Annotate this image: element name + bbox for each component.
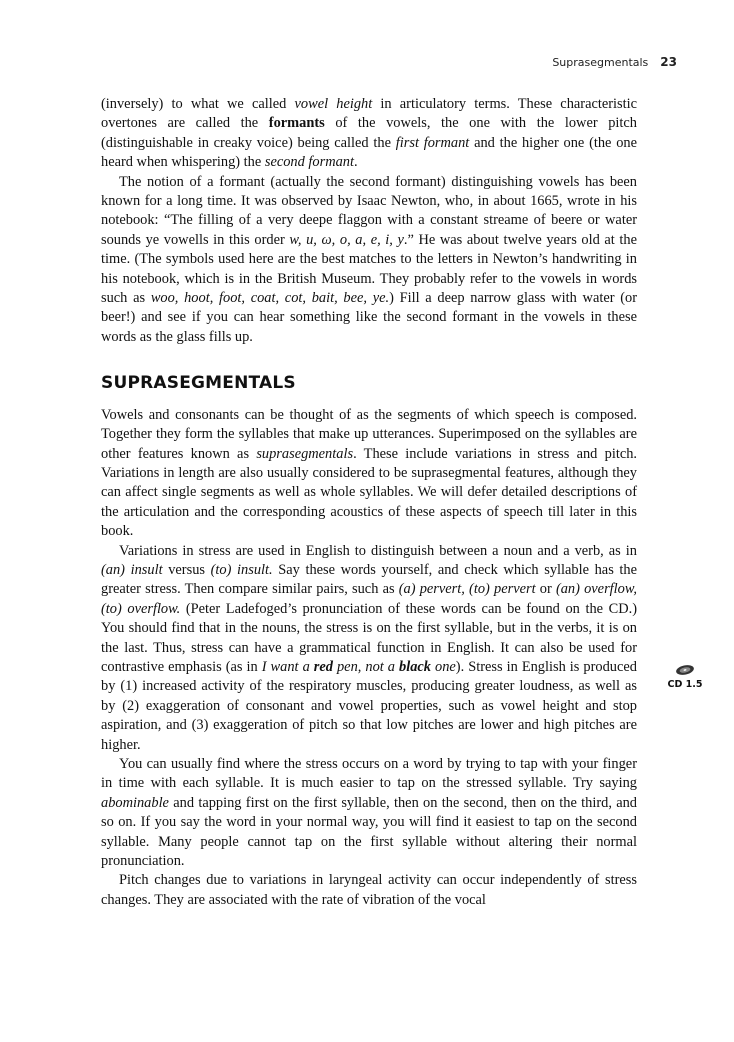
italic-term: (a) pervert, (to) pervert — [398, 581, 536, 598]
bold-italic-term: red — [313, 658, 333, 675]
italic-term: I want a — [261, 658, 314, 675]
text-run: Variations in stress are used in English to distinguish between a noun and a verb, as in — [119, 542, 637, 559]
paragraph-stress — [101, 542, 637, 755]
page-number: 23 — [660, 55, 677, 69]
text-run: Vowels and consonants can be thought of as the segments of which speech is composed. Together they form the syllables that make up utterances. Superimposed on the syllables are other features known as — [101, 406, 637, 462]
italic-term: woo, hoot, foot, coat, cot, bait, bee, ye. — [150, 290, 390, 307]
italic-term: (an) insult — [101, 561, 163, 578]
text-run: (inversely) to what we called — [101, 96, 295, 112]
cd-icon — [675, 664, 695, 676]
section-heading: SUPRASEGMENTALS — [101, 373, 296, 394]
text-run: in articulatory terms. These characteristic overtones are called the — [101, 96, 637, 132]
margin-note-label: CD 1.5 — [667, 679, 703, 690]
bold-term: formants — [268, 115, 325, 132]
italic-term: w, u, ω, o, a, e, i, y — [289, 231, 404, 248]
text-run: and tapping first on the first syllable, then on the second, then on the third, and so on. If you say the word in your normal way, you will find it easiest to tap on the second syllable. Many people cannot tap on the first syllable without altering their normal pronunciation. — [101, 794, 637, 870]
text-run: ) Fill a deep narrow glass with water (or beer!) and see if you can hear something like the second formant in the vowels in these words as the glass fills up. — [101, 290, 637, 345]
italic-term: suprasegmentals — [256, 445, 354, 462]
text-run: The notion of a formant (actually the second formant) distinguishing vowels has been known for a long time. It was observed by Isaac Newton, who, in about 1665, wrote in his notebook: “The filling of a very deepe flaggon with a constant streame of beere or water sounds ye vowells in this order — [101, 173, 637, 248]
text-run: (Peter Ladefoged’s pronunciation of these words can be found on the CD.) You should find that in the nouns, the stress is on the first syllable, but in the verbs, it is on the last. Thus, stress can have a grammatical function in English. It can also be used for contrastive emphasis (as in — [101, 600, 638, 675]
text-run: . — [353, 154, 358, 171]
italic-term: vowel height — [294, 96, 373, 112]
running-head — [552, 55, 677, 69]
italic-term: (to) insult. — [210, 561, 273, 578]
paragraph-tapping — [101, 755, 637, 871]
text-run: . These include variations in stress and pitch. Variations in length are also usually considered to be suprasegmental features, although they can affect single segments as well as whole syllables. We will defer detailed descriptions of the articulation and the corresponding acoustics of these aspects of speech till later in this book. — [101, 445, 637, 540]
text-run: .” He was about twelve years old at the time. (The symbols used here are the best matches to the letters in Newton’s handwriting in his notebook, which is in the British Museum. They probably refer to the vowels in words such as — [101, 231, 637, 307]
italic-term: pen, not a — [332, 658, 400, 675]
paragraph-formants — [101, 95, 637, 173]
text-run: of the vowels, the one with the lower pitch (distinguishable in creaky voice) being called the — [101, 115, 637, 151]
text-run: Pitch changes due to variations in laryngeal activity can occur independently of stress changes. They are associated with the rate of vibration of the vocal — [101, 872, 637, 908]
running-head-section: Suprasegmentals — [552, 56, 649, 69]
text-run: ). Stress in English is produced by (1) increased activity of the respiratory muscles, producing greater loudness, as well as by (2) exaggeration of consonant and vowel properties, such as vowel height and stop aspiration, and (3) exaggeration of pitch so that low pitches are lower and high pitches are higher. — [101, 658, 637, 753]
bold-italic-term: black — [399, 658, 431, 675]
text-run: versus — [162, 561, 211, 578]
italic-term: second formant — [264, 154, 354, 171]
text-run: Say these words yourself, and check which syllable has the greater stress. Then compare similar pairs, such as — [101, 561, 637, 598]
text-run: You can usually find where the stress occurs on a word by trying to tap with your finger in time with each syllable. It is much easier to tap on the stressed syllable. Try saying — [101, 756, 637, 792]
body-text — [101, 95, 637, 910]
paragraph-newton — [101, 173, 637, 348]
paragraph-suprasegmentals — [101, 406, 637, 542]
margin-note-cd — [660, 664, 710, 690]
italic-term: first formant — [395, 134, 470, 151]
italic-term: abominable — [101, 794, 169, 811]
italic-term: one — [431, 658, 456, 675]
italic-term: (an) overflow, (to) overflow. — [101, 581, 637, 617]
paragraph-pitch — [101, 871, 637, 910]
text-run: and the higher one (the one heard when whispering) the — [101, 134, 637, 171]
text-run: or — [535, 581, 556, 598]
